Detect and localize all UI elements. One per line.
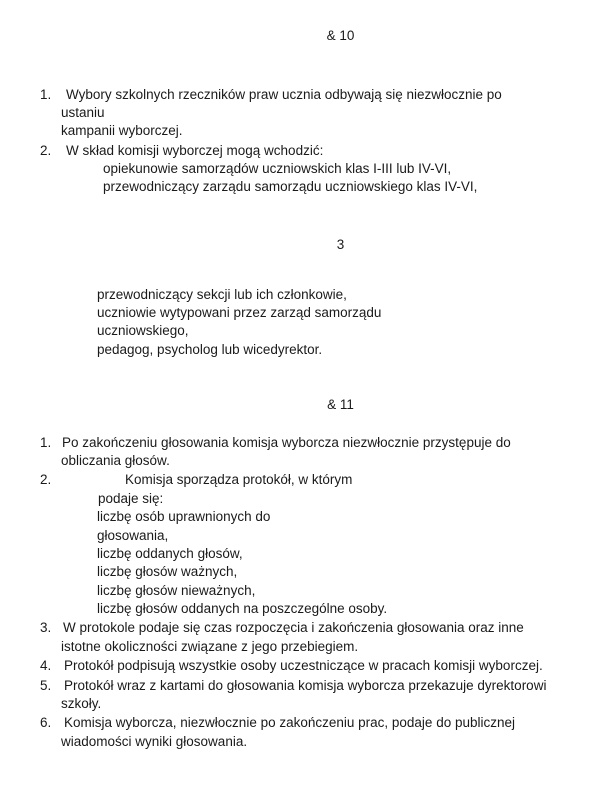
committee-member: pedagog, psycholog lub wicedyrektor. <box>97 342 323 357</box>
item-number: 1. <box>40 87 52 102</box>
committee-member: opiekunowie samorządów uczniowskich klas I-III lub IV-VI, <box>103 161 452 176</box>
item-text-line: W protokole podaje się czas rozpoczęcia i zakończenia głosowania oraz inne <box>63 620 524 635</box>
item-text-line: W skład komisji wyborczej mogą wchodzić: <box>66 143 324 158</box>
item-text-line: Komisja sporządza protokół, w którym <box>125 472 353 487</box>
item-text-line: ustaniu <box>61 105 105 120</box>
item-text-line: Po zakończeniu głosowania komisja wyborcza niezwłocznie przystępuje do <box>62 435 511 450</box>
section-10-heading: & 10 <box>326 28 355 43</box>
committee-member: przewodniczący zarządu samorządu uczniowskiego klas IV-VI, <box>103 179 478 194</box>
item-text-line: istotne okoliczności związane z jego przebiegiem. <box>61 639 359 654</box>
item-text-line: Wybory szkolnych rzeczników praw ucznia odbywają się niezwłocznie po <box>66 87 502 102</box>
item-number: 6. <box>40 715 52 730</box>
committee-member: przewodniczący sekcji lub ich członkowie, <box>97 287 347 302</box>
item-number: 4. <box>40 658 52 673</box>
item-text-line: kampanii wyborczej. <box>61 123 183 138</box>
item-text-line: wiadomości wyniki głosowania. <box>61 734 248 749</box>
item-text-line: szkoły. <box>61 696 102 711</box>
protocol-content-line: liczbę osób uprawnionych do <box>97 509 271 524</box>
item-number: 1. <box>40 435 52 450</box>
item-text-line: Protokół podpisują wszystkie osoby uczestniczące w pracach komisji wyborczej. <box>64 658 543 673</box>
section-11-heading: & 11 <box>327 397 354 412</box>
page-number: 3 <box>336 237 345 252</box>
committee-member: uczniowskiego, <box>97 323 189 338</box>
item-text-line: obliczania głosów. <box>61 453 170 468</box>
item-number: 2. <box>40 143 52 158</box>
protocol-content-line: liczbę głosów nieważnych, <box>97 583 256 598</box>
item-number: 2. <box>40 472 52 487</box>
item-number: 5. <box>40 678 52 693</box>
protocol-content-line: liczbę oddanych głosów, <box>97 546 243 561</box>
protocol-content-line: głosowania, <box>97 528 169 543</box>
item-number: 3. <box>40 620 52 635</box>
committee-member: uczniowie wytypowani przez zarząd samorządu <box>97 305 382 320</box>
protocol-content-line: liczbę głosów ważnych, <box>97 564 238 579</box>
item-text-line: Komisja wyborcza, niezwłocznie po zakończeniu prac, podaje do publicznej <box>64 715 515 730</box>
protocol-content-line: podaje się: <box>98 491 164 506</box>
protocol-content-line: liczbę głosów oddanych na poszczególne osoby. <box>97 601 388 616</box>
item-text-line: Protokół wraz z kartami do głosowania komisja wyborcza przekazuje dyrektorowi <box>64 678 547 693</box>
